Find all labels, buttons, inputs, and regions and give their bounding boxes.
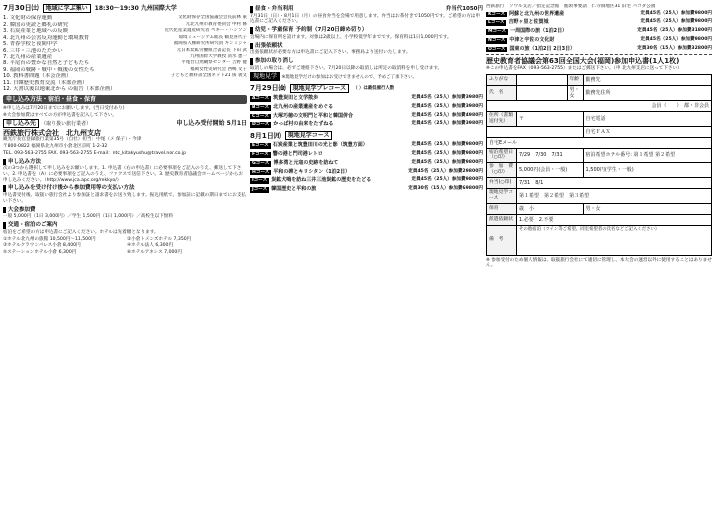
trip-item	[486, 19, 712, 26]
application-form	[486, 74, 712, 256]
trip-list-81	[250, 142, 483, 192]
trip-price: 定員45名（25人）参加費9800円	[640, 19, 712, 25]
apply-note-2: ※大会参加費はすべての方が申込書を記入して下さい。	[3, 112, 118, 118]
trip-title: 韓国歴史と平和の旅	[271, 186, 317, 193]
fee-option-a[interactable]: 5,000円(会員・一般)	[517, 163, 584, 178]
stay-date-1[interactable]: 7/29	[519, 152, 531, 159]
lecture-item	[3, 86, 247, 92]
excursion-section	[250, 73, 483, 80]
lecture-title: 10. 教科書問題（本会企画）	[3, 73, 72, 80]
lecture-title: 6. 三井・三池のたたかい	[3, 47, 63, 54]
trip-code: Fコース	[252, 152, 269, 158]
trip-list-continued	[486, 11, 712, 53]
lecture-list	[3, 15, 247, 92]
trip-item	[250, 95, 483, 102]
lecture-title: 8. 平尾台の豊かな自然と子どもたち	[3, 60, 90, 67]
agency-line-3: TEL. 093-563-2755 FAX. 093-563-2755 E-mail：ntc_kitakyushu@travel.nor.co.jp	[3, 150, 186, 156]
sex-field[interactable]: 男・女	[567, 85, 583, 100]
trip-item	[250, 142, 483, 149]
name-label: 氏 名	[487, 85, 517, 100]
trip-item	[250, 177, 483, 184]
lecture-title: 2. 韓国の吏読と郷札の研究	[3, 21, 69, 28]
trip-price: 定員45名（25人）参加費29800円	[408, 168, 483, 174]
trip-code: Lコース	[488, 20, 505, 26]
trip-title: 中津と宇佐の文化財	[509, 36, 555, 43]
name-field[interactable]	[517, 85, 568, 100]
trip-title: 響の港と門司港レトロ	[272, 151, 323, 158]
cancel-text: 取消しの場合は、必ずご連絡下さい。7月20日以降の取消しは所定の取消料を申し受けます。	[250, 65, 443, 71]
trip-title: 筑豊炭田と文学散歩	[273, 95, 319, 102]
hotel-item: ⑥ホテルアネシス 7,000円	[127, 250, 182, 255]
lunch-date-1[interactable]: 7/31	[519, 179, 531, 186]
trip-code: Oコース	[488, 46, 506, 52]
trip-title: 北九州の産業遺産をめぐる	[273, 103, 334, 110]
trip-price: 定員45名（25人）参加費9800円	[640, 10, 712, 16]
lecture-title: 7. 北九州の産業遺産	[3, 54, 53, 61]
cancel-heading: 参加の取り消し	[250, 58, 483, 65]
work-addr-field[interactable]: 勤務先住所	[583, 85, 712, 100]
furigana-label: ふりがな	[487, 74, 517, 85]
hotel-item: ③ホテルクラウンパレス小倉 8,400円	[3, 243, 81, 249]
hotel-label: 宿泊希望ホテル番号	[585, 152, 631, 159]
stay-heading: 交通・宿泊のご案内	[3, 222, 247, 229]
hotel-list	[3, 237, 247, 257]
trip-price: 定員45名（25人）参加費9800円	[411, 177, 483, 183]
lunch-heading-text: 昼食・弁当利用	[255, 6, 294, 12]
excursion-letter-text: 出張依頼状が必要な方は申込書にご記入下さい。事務局より送付いたします。	[250, 50, 411, 56]
agency-top: 西鉄旅行 ソウル支店／指定記念館 総領事要請 仁寺洞地区31 旧宅 パコダ公園	[486, 4, 656, 9]
trip-item	[250, 104, 483, 111]
trip-price: 定員45名（25人）参加費3980円	[411, 95, 483, 101]
child-label: 保育	[487, 203, 517, 214]
stay-date-3[interactable]: 7/31	[551, 152, 563, 159]
form-title: 歴史教育者協議会第63回全国大会(福岡)参加申込書(1人1枚)	[486, 57, 680, 66]
lecture-speaker: 九州国際大学教授 清水 憲一	[190, 54, 247, 60]
trip-title: 博多湾と元寇の史跡を訪ねて	[273, 159, 339, 166]
trip-item	[250, 160, 483, 167]
child-sex[interactable]: 男・女	[583, 203, 712, 214]
child-heading	[250, 27, 483, 34]
deadline-label: 申し込み受付開始	[176, 119, 225, 127]
excursion-label: 現地見学コース	[487, 188, 517, 203]
fee-text: 一般 5,000円（1日 3,000円）／学生 1,500円（1日 1,000円）／高校生以下無料	[3, 214, 173, 220]
trip-item	[250, 151, 483, 158]
lecture-speaker: 元北九州市教育委員会 中村 修	[185, 21, 247, 27]
excursion-choice-1[interactable]: 第１希望	[519, 192, 540, 199]
postal-field[interactable]: 〒	[517, 111, 584, 126]
lunch-date-2[interactable]: 8/1	[535, 179, 544, 186]
hotel-item: ①ホテル北九州の旅館 10,500円～11,500円	[3, 236, 96, 242]
fax-field[interactable]: 自宅ＦＡＸ	[583, 126, 712, 137]
trip-item	[486, 46, 712, 53]
trip-code: Mコース	[488, 29, 507, 35]
lecture-speaker: 子どもと教科書全国ネット21 俵 義文	[170, 73, 247, 79]
lunch-heading	[250, 6, 483, 13]
lecture-title: 5. 青春学校と夜間中学	[3, 41, 58, 48]
day-time: 18:30～19:30 九州国際大学	[94, 5, 177, 12]
fee-label: 参 加 費（○印）	[487, 163, 517, 178]
lecture-title: 11. 日韓歴史教育交流（本部企画）	[3, 79, 88, 86]
day-29-tag: 現地見学プレコース	[290, 84, 349, 93]
hotel-choice-1[interactable]: 第１希望	[633, 152, 654, 159]
trip-title: 一周国際の旅（1泊2日）	[510, 28, 568, 35]
trip-item	[486, 28, 712, 35]
hotel-item: ④ホテル法人 6,300円	[127, 243, 174, 249]
divider	[486, 54, 712, 55]
column-left	[3, 4, 247, 504]
method-text: 次の3つから選択して申し込みをお願いします。1. 申込書（右の申込書）に必要事項をご記入のうえ、郵送して下さい。2. 申込書を（A）に必要事項をご記入のうえ、ファクスで送信下さい。3. 歴史教育者協議会ホームページからお申し込みください。（http://www.jca.apc.org/rekkyo/）	[3, 166, 243, 183]
child-text: 会場内に保育所を設けます。対象は2歳以上、小学校低学年までです。保育料は1日1,000円です。	[250, 34, 452, 40]
day-29-note: （ ）は最低催行人数	[353, 85, 395, 91]
lunch-price: 弁当代1050円	[445, 6, 483, 12]
lunch-dates[interactable]	[517, 177, 712, 188]
deadline: 5月1日	[226, 119, 247, 127]
day-29-date: 7月29日㈮	[250, 84, 286, 93]
address-field[interactable]	[487, 126, 584, 137]
day-date: 7月30日㈯	[3, 4, 39, 13]
work-label[interactable]: 勤務先	[583, 74, 712, 85]
trip-code: Nコース	[488, 37, 506, 43]
dispatch-options[interactable]: 1.必要 2.不要	[517, 214, 712, 225]
lecture-title: 9. 福岡の戦跡・戦中・戦後の女性たち	[3, 66, 95, 73]
trip-price: 定員45名（25人）参加費31800円	[637, 28, 712, 34]
trip-title: 大塚巧徳の文明門と平和と韓国併合	[272, 112, 353, 119]
method-heading: 申し込み方法	[3, 159, 247, 166]
lecture-speaker: 文化財保存全国協議会会長前林 東	[178, 15, 247, 21]
excursion-letter-heading: 出張依頼状	[250, 43, 483, 50]
apply-to-label: 申し込み先	[3, 119, 39, 128]
trip-code: Gコース	[252, 160, 270, 166]
trip-item	[250, 121, 483, 128]
trip-code: Iコース	[252, 178, 268, 184]
lecture-speaker: 元日本炭鉱労働組合書記長 下田 武	[176, 47, 247, 53]
dispatch-label: 派遣依頼状	[487, 214, 517, 225]
trip-price: 定員30名（15人）参加費32800円	[637, 45, 712, 51]
addr-label: 住所（書類送付先）	[487, 111, 517, 126]
excursion-section-note: ※現地見学だけの参加はお受けできませんので、予めご了承下さい。	[281, 75, 417, 81]
child-heading-text: 幼児・学童保育	[255, 27, 294, 34]
trip-title: 国東の旅（1泊2日 2日3日）	[509, 45, 576, 52]
trip-price: 定員45名（25人）参加費3980円	[411, 121, 483, 127]
trip-price: 定員45名（25人）参加費3980円	[411, 103, 483, 109]
column-middle	[250, 4, 483, 504]
trip-code: Jコース	[252, 187, 268, 193]
day-tag: 地域に学ぶ集い	[43, 4, 91, 13]
trip-code: Hコース	[252, 169, 270, 175]
notes-label: 備 考	[487, 225, 517, 255]
trip-title: 平和の碑とキリシタン（1泊2日）	[273, 168, 351, 175]
trip-price: 定員45名（25人）参加費9800円	[411, 142, 483, 148]
trip-code: Eコース	[252, 143, 269, 149]
trip-code: Cコース	[252, 113, 269, 119]
lecture-title: 4. 北九州の公害反対運動と環境教育	[3, 34, 90, 41]
lecture-speaker: 福岡女性史研究会 西嶋 文子	[190, 66, 247, 72]
notes-field[interactable]: その他宿泊（ツイン等ご希望、同室希望者の氏名などご記入ください）	[517, 225, 712, 255]
trip-list-29	[250, 95, 483, 128]
lecture-speaker: 福岡県人権研究所研究員 キンミジャ	[173, 41, 247, 47]
apply-note-1: ※申し込みは7月20日までにお願いします。(当日受付あり)	[3, 106, 125, 112]
trip-title: 石炭産業と筑豊田川の光と影（筑豊方面）	[272, 142, 368, 149]
trip-code: Bコース	[252, 104, 270, 110]
trip-item	[486, 37, 712, 44]
apply-to-row	[3, 120, 247, 127]
form-note: ※この申込書をFAX（093-563-2755）またはご郵送下さい。（申 北九州支店に送って下さい）	[486, 65, 682, 71]
payment-text: 申込書受付後、取扱い旅行会社より参加証と請求書をお送り致します。振込用紙で、参加証に記載の期日までにお支払い下さい。	[3, 193, 247, 204]
hotel-choice-2[interactable]: 第２希望	[655, 152, 676, 159]
lunch-text: 7月31日（日）・8月1日（月）の昼食弁当を会場で用意します。弁当はお茶付きで1050円です。ご希望の方は申込書にご記入ください。	[250, 13, 480, 25]
agency-line-2: 〒800-0822 福岡県北九州市小倉北区京町 1-2-32	[3, 144, 108, 150]
lecture-speaker: 平尾台自然観察センター 吉野 健	[181, 60, 247, 66]
apply-section-bar: 申し込み方法・宿泊・昼食・保育	[3, 95, 247, 104]
lunch-label: 弁当(○印)	[487, 177, 517, 188]
child-note: 予約制（7月20日締め切り）	[295, 27, 368, 34]
trip-item	[486, 11, 712, 18]
payment-heading: 申し込みを受け付け後から参加費用等の支払い方法	[3, 185, 247, 192]
trip-code: Kコース	[488, 11, 506, 17]
trip-code: Dコース	[252, 122, 270, 128]
lecture-title: 3. 石炭産業と地域への反映	[3, 28, 69, 35]
trip-title: 阿蘇と北九州の世界遺産	[509, 10, 565, 17]
day-81-date: 8月1日㈪	[250, 131, 281, 140]
furigana-field[interactable]	[517, 74, 568, 85]
day-header	[3, 4, 247, 13]
hotel-item: ②小倉トメンズホテル 7,350円	[127, 236, 192, 242]
trip-title: 炭鉱犬鳴を訪ね三井三池炭鉱の歴史をたどる	[271, 177, 372, 184]
stay-text: 宿泊をご希望の方は申込書にご記入ください。ホテルは先着順となります。	[3, 229, 159, 235]
day-81-tag: 現地見学コース	[285, 131, 333, 140]
trip-title: 吉野ヶ里と佐賀城	[508, 19, 549, 26]
age-label: 年齢	[567, 74, 583, 85]
agency-name: 西鉄旅行株式会社 北九州支店	[3, 128, 101, 137]
trip-price: 定員45名（25人）参加費9800円	[411, 159, 483, 165]
trip-code: Aコース	[252, 96, 270, 102]
stay-label: 宿泊希望日（○印）	[487, 148, 517, 163]
agency-line-1: 観光庁長官登録旅行業第35号（自社）担当：中尾（メ 保子）・今津	[3, 137, 142, 143]
lecture-title: 12. 大書以後以地東北から の報告（本部企画）	[3, 86, 116, 93]
privacy-note: ※ 参加受付のため個人情報は、取扱旅行会社にて適切に管理し、本大会の運営以外に使用することはありません。	[486, 257, 712, 269]
day-29-header	[250, 84, 483, 93]
excursion-choice-2[interactable]: 第２希望	[544, 192, 565, 199]
tel-field[interactable]: 自宅電話	[583, 111, 712, 126]
stay-date-2[interactable]: 7/30	[535, 152, 547, 159]
email-field[interactable]: 自宅Eメール	[487, 137, 712, 148]
trip-price: 定員45名（25人）参加費4980円	[411, 112, 483, 118]
trip-price: 定員30名（15人）参加費69800円	[408, 186, 483, 192]
day-81-header	[250, 131, 483, 140]
trip-price: 定員45名（25人）参加費9800円	[640, 36, 712, 42]
column-right	[486, 4, 712, 504]
excursion-choices[interactable]	[517, 188, 712, 203]
lecture-title: 1. 文化財の保存運動	[3, 15, 53, 22]
apply-to-note: （取り扱い旅行業者）	[41, 120, 92, 127]
trip-item	[250, 169, 483, 176]
member-field[interactable]: 会員（ ） 都・非会員	[487, 100, 712, 111]
trip-title: かっぱ村の由来をたずねる	[273, 121, 334, 128]
stay-dates[interactable]	[517, 148, 584, 163]
trip-item	[250, 186, 483, 193]
fee-option-b[interactable]: 1,500円(学生・一般)	[583, 163, 712, 178]
trip-item	[250, 113, 483, 120]
lecture-speaker: 近代化産業遺産研究者 ペギー・ハンソン	[164, 28, 247, 34]
fee-heading: 大会参加費	[3, 207, 247, 214]
trip-price: 定員45名（25人）参加費9800円	[411, 151, 483, 157]
excursion-section-label: 現地見学	[250, 72, 280, 81]
child-age[interactable]: 歳 小	[517, 203, 584, 214]
lecture-speaker: 環境ミュージアム館長 鶴見喜代子	[178, 34, 247, 40]
hotel-item: ⑤ステーションホテル小倉 6,300円	[3, 250, 77, 255]
hotel-field[interactable]: 宿泊希望ホテル番号: 第１希望 第２希望	[583, 148, 712, 163]
excursion-choice-3[interactable]: 第３希望	[569, 192, 590, 199]
